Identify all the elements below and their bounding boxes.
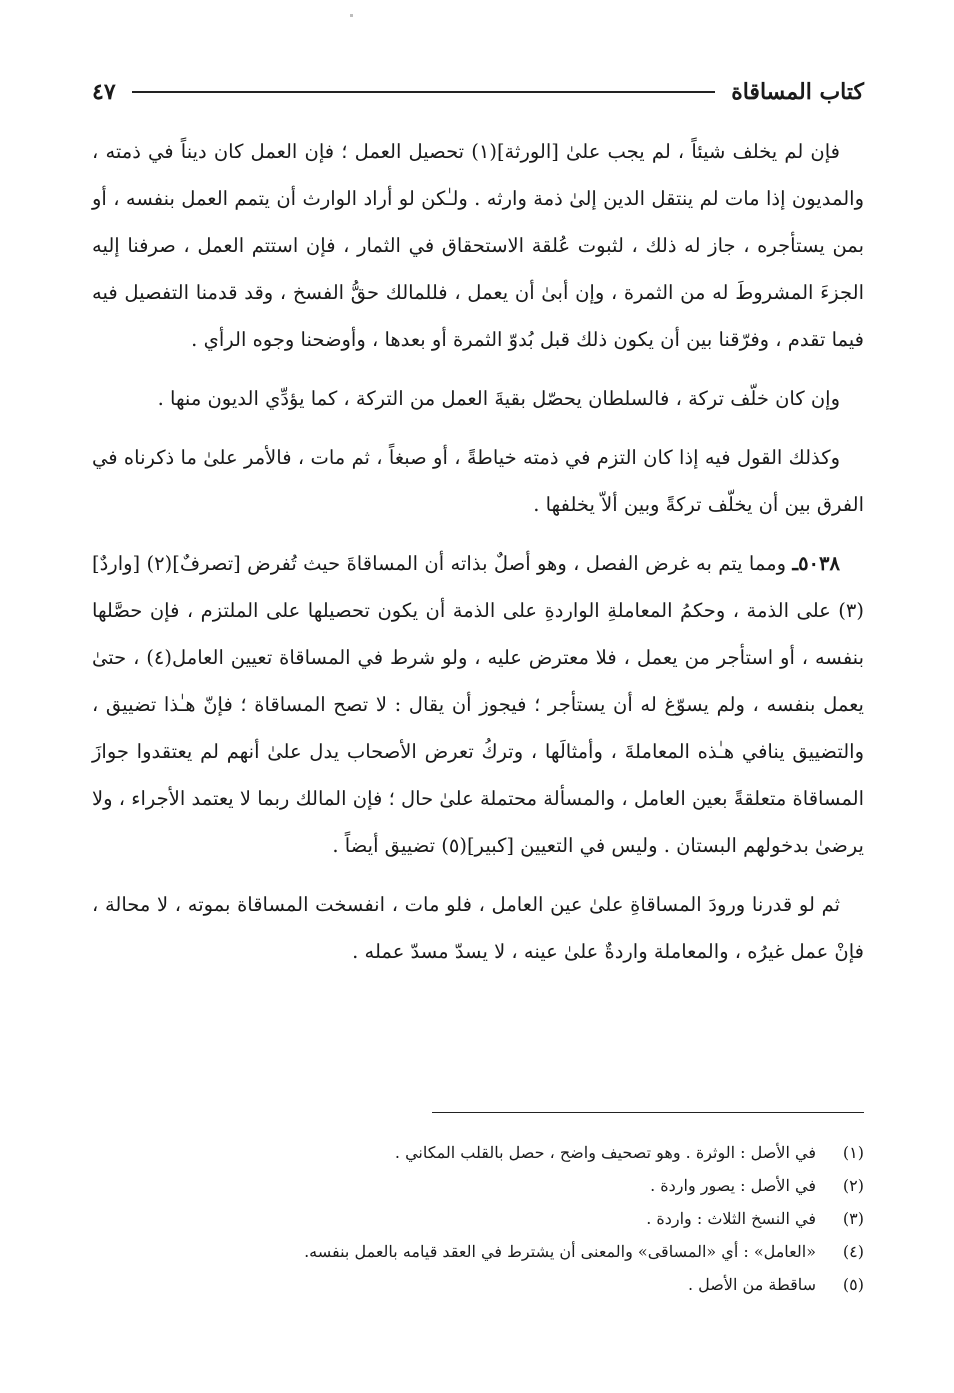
running-header: [92, 70, 864, 114]
footnote: [92, 1268, 864, 1301]
footnote-text: في النسخ الثلاث : واردة .: [646, 1209, 816, 1228]
paragraph-text: وكذلك القول فيه إذا كان التزم في ذمته خياطةً ، أو صبغاً ، ثم مات ، فالأمر علىٰ ما ذكرناه في الفرق بين أن يخلّف تركةً وبين ألاّ يخلفها .: [92, 446, 864, 516]
footnote-number: (٥): [842, 1275, 864, 1294]
footnote-text: في الأصل : الوثرة . وهو تصحيف واضح ، حصل بالقلب المكاني .: [394, 1143, 816, 1162]
footnote-number: (٣): [842, 1209, 864, 1228]
footnote: [92, 1202, 864, 1235]
paragraph: [92, 128, 864, 363]
section-number: ٥٠٣٨ـ: [792, 552, 840, 575]
page-number: ٤٧: [92, 79, 116, 105]
main-text: [92, 128, 864, 987]
header-rule: [132, 91, 716, 93]
footnote-number: (١): [842, 1143, 864, 1162]
paragraph: [92, 881, 864, 975]
footnote: [92, 1235, 864, 1268]
scan-mark: [350, 14, 353, 17]
paragraph-text: وإن كان خلّف تركة ، فالسلطان يحصّل بقيةَ العمل من التركة ، كما يؤدِّي الديون منها .: [157, 387, 840, 410]
footnote: [92, 1169, 864, 1202]
paragraph-text: ثم لو قدرنا ورودَ المساقاةِ علىٰ عين العامل ، فلو مات ، انفسخت المساقاة بموته ، لا محالة ، فإنْ عمل غيرُه ، والمعاملة واردةٌ علىٰ عينه ، لا يسدّ مسدّ عمله .: [92, 893, 864, 963]
footnote-text: في الأصل : يصور واردة .: [650, 1176, 816, 1195]
paragraph: [92, 434, 864, 528]
paragraph: [92, 540, 864, 869]
paragraph: [92, 375, 864, 422]
paragraph-text: ومما يتم به غرض الفصل ، وهو أصلٌ بذاته أن المساقاةَ حيث تُفرض [تصرفٌ](٢) [واردٌ](٣) على الذمة ، وحكمُ المعاملةِ الواردةِ على الذمة أن يكون تحصيلها على الملتزم ، فإن حصَّلها بنفسه ، أو استأجر من يعمل ، فلا معترض عليه ، ولو شرط في المساقاة تعيين العامل(٤) ، حتىٰ يعمل بنفسه ، ولم يسوّغ له أن يستأجر ؛ فيجوز أن يقال : لا تصح المساقاة ؛ فإنّ هـٰذا تضييق ، والتضييق ينافي هـٰذه المعاملةَ ، وأمثالَها ، وتركُ تعرض الأصحاب يدل علىٰ أنهم لم يعتقدوا جوازَ المساقاة متعلقةً بعين العامل ، والمسألة محتملة علىٰ حال ؛ فإن المالك ربما لا يعتمد الأجراء ، ولا يرضىٰ بدخولهم البستان . وليس في التعيين [كبير](٥) تضييق أيضاً .: [92, 552, 864, 857]
footnote: [92, 1136, 864, 1169]
footnote-number: (٤): [842, 1242, 864, 1261]
footnote-text: ساقطة من الأصل .: [688, 1275, 816, 1294]
paragraph-text: فإن لم يخلف شيئاً ، لم يجب علىٰ [الورثة](١) تحصيل العمل ؛ فإن العمل كان ديناً في ذمته ، والمديون إذا مات لم ينتقل الدين إلىٰ ذمة وارثه . ولـٰكن لو أراد الوارث أن يتمم العمل بنفسه ، أو بمن يستأجره ، جاز له ذلك ، لثبوت عُلقة الاستحقاق في الثمار ، فإن استتم العمل ، صرفنا إليه الجزءَ المشروطَ له من الثمرة ، وإن أبىٰ أن يعمل ، فللمالك حقُّ الفسخ ، وقد قدمنا التفصيل فيه فيما تقدم ، وفرّقنا بين أن يكون ذلك قبل بُدوّ الثمرة أو بعدها ، وأوضحنا وجوه الرأي .: [92, 140, 864, 351]
footnote-separator: [432, 1112, 864, 1113]
book-title: كتاب المساقاة: [731, 79, 864, 105]
footnote-text: «العامل» : أي «المساقى» والمعنى أن يشترط في العقد قيامه بالعمل بنفسه.: [304, 1242, 816, 1261]
footnote-number: (٢): [842, 1176, 864, 1195]
footnotes: [92, 1136, 864, 1301]
